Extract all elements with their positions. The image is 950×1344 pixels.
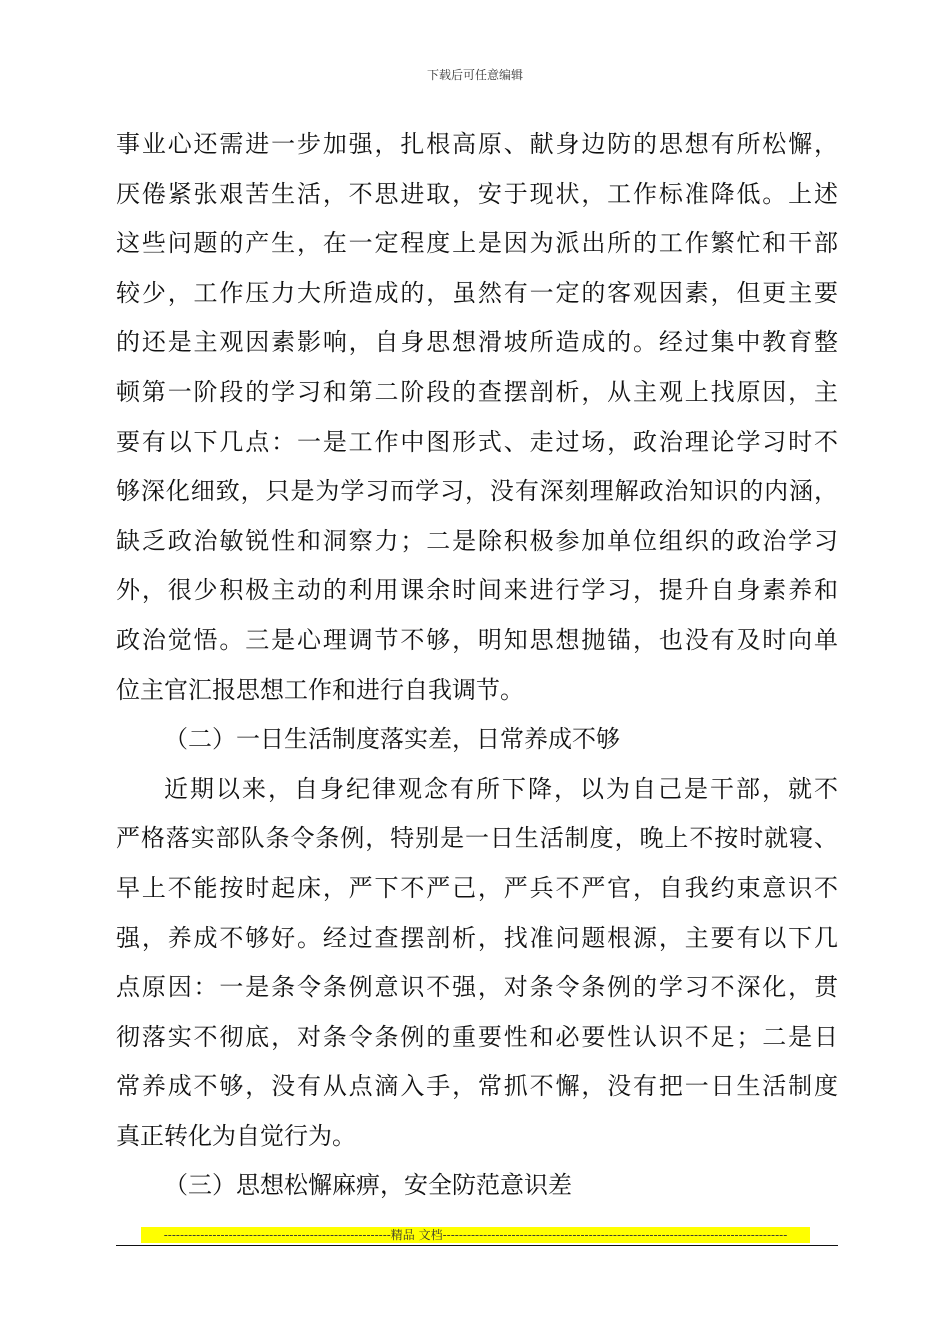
paragraph-line: 较少，工作压力大所造成的，虽然有一定的客观因素，但更主要 <box>116 278 838 307</box>
paragraph-line: 常养成不够，没有从点滴入手，常抓不懈，没有把一日生活制度 <box>116 1072 838 1101</box>
paragraph-line: 外，很少积极主动的利用课余时间来进行学习，提升自身素养和 <box>116 576 838 605</box>
paragraph-line: 够深化细致，只是为学习而学习，没有深刻理解政治知识的内涵， <box>116 477 838 506</box>
paragraph-line: 事业心还需进一步加强，扎根高原、献身边防的思想有所松懈， <box>116 130 838 158</box>
paragraph-line: 厌倦紧张艰苦生活，不思进取，安于现状，工作标准降低。上述 <box>116 179 838 208</box>
paragraph-line: 缺乏政治敏锐性和洞察力；二是除积极参加单位组织的政治学习 <box>116 526 838 555</box>
paragraph-line: 早上不能按时起床，严下不严己，严兵不严官，自我约束意识不 <box>116 873 838 902</box>
section-heading: （三）思想松懈麻痹，安全防范意识差 <box>164 1171 572 1200</box>
paragraph-line: 顿第一阶段的学习和第二阶段的查摆剖析，从主观上找原因，主 <box>116 377 838 406</box>
paragraph-line: 的还是主观因素影响，自身思想滑坡所造成的。经过集中教育整 <box>116 328 838 357</box>
paragraph-line: 近期以来，自身纪律观念有所下降，以为自己是干部，就不 <box>164 774 838 803</box>
paragraph-line: 这些问题的产生，在一定程度上是因为派出所的工作繁忙和干部 <box>116 229 838 258</box>
section-heading: （二）一日生活制度落实差，日常养成不够 <box>164 725 620 754</box>
paragraph-line: 位主官汇报思想工作和进行自我调节。 <box>116 675 524 704</box>
paragraph-line: 点原因：一是条令条例意识不强，对条令条例的学习不深化，贯 <box>116 973 838 1002</box>
paragraph-line: 真正转化为自觉行为。 <box>116 1121 356 1150</box>
footer-watermark-band: --------------------------------------------------------精品 文档------------------------------------------------------------------------------------- <box>141 1227 810 1243</box>
paragraph-line: 要有以下几点：一是工作中图形式、走过场，政治理论学习时不 <box>116 427 838 456</box>
paragraph-line: 严格落实部队条令条例，特别是一日生活制度，晚上不按时就寝、 <box>116 824 838 853</box>
paragraph-line: 强，养成不够好。经过查摆剖析，找准问题根源，主要有以下几 <box>116 923 838 952</box>
page-header: 下载后可任意编辑 <box>426 68 523 82</box>
document-body <box>116 120 838 1211</box>
paragraph-line: 彻落实不彻底，对条令条例的重要性和必要性认识不足；二是日 <box>116 1022 838 1051</box>
footer-divider <box>116 1245 838 1246</box>
paragraph-line: 政治觉悟。三是心理调节不够，明知思想抛锚，也没有及时向单 <box>116 625 838 654</box>
